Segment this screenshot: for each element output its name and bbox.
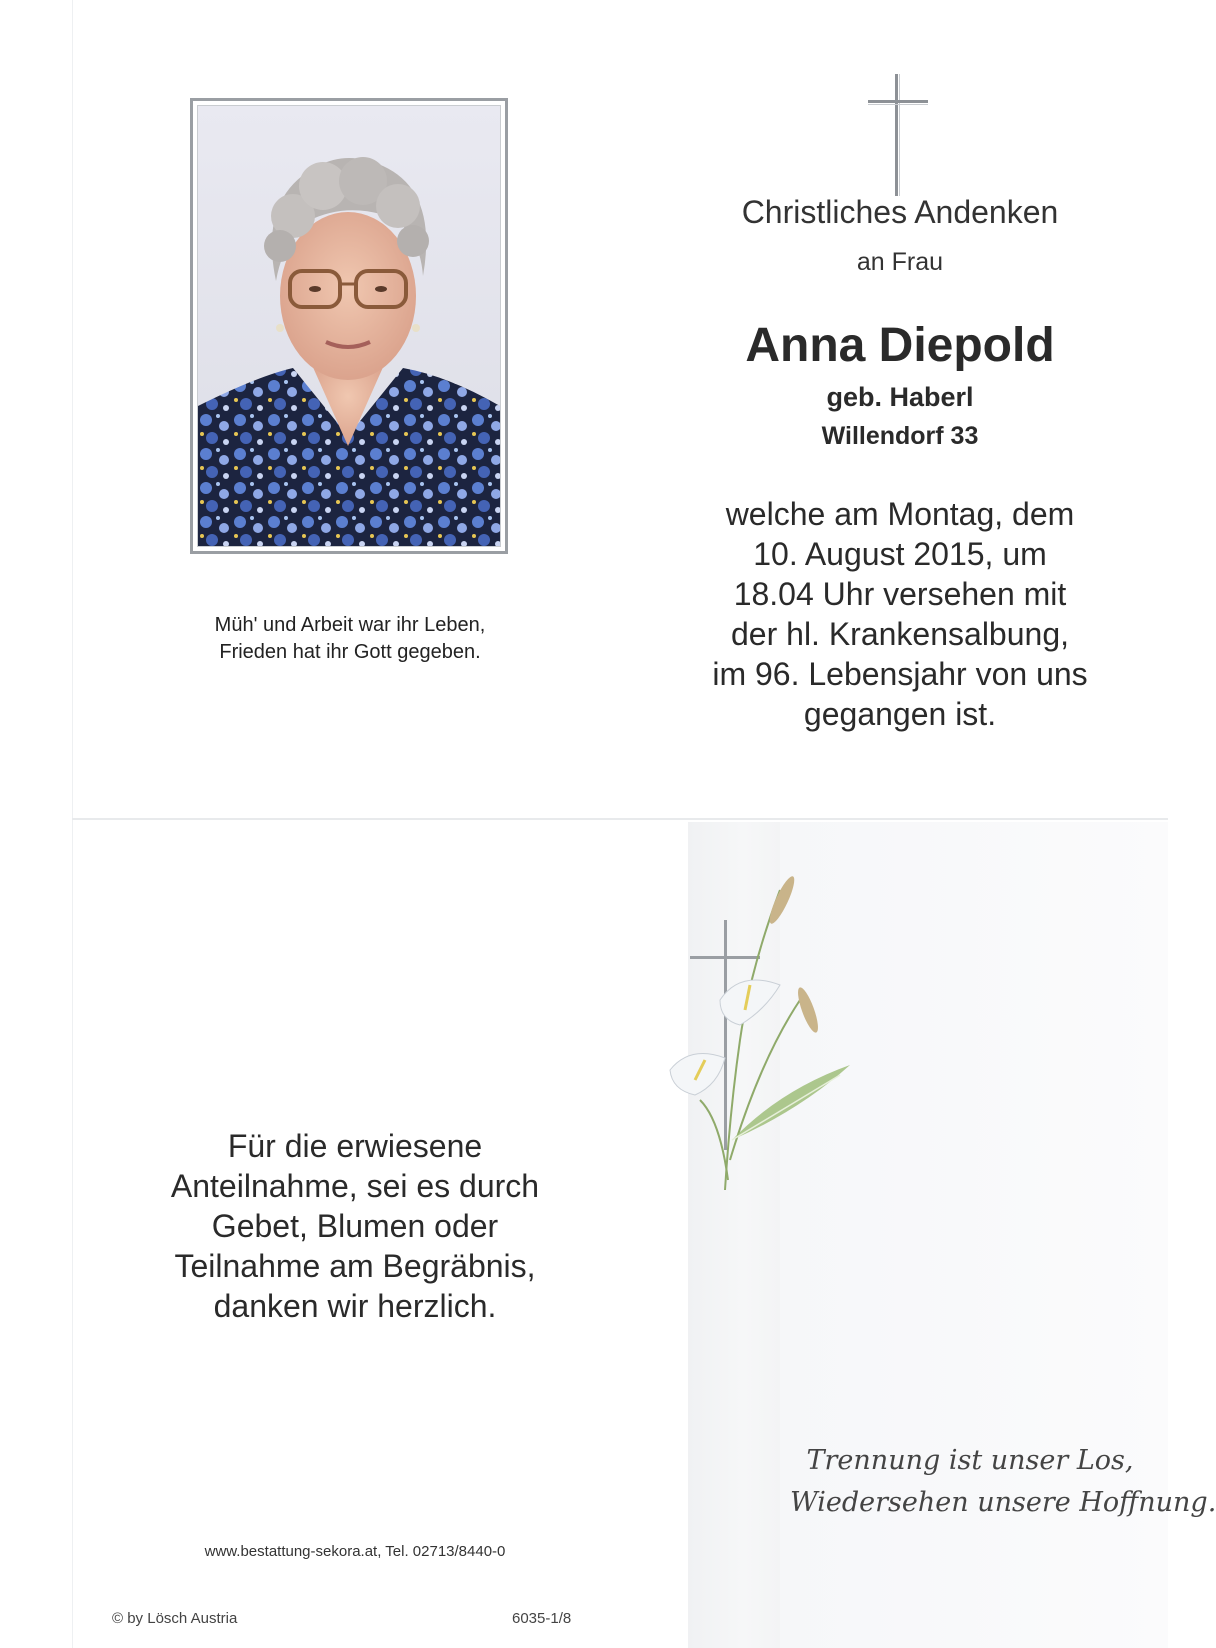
- salutation: an Frau: [856, 248, 944, 276]
- motto-line: Müh' und Arbeit war ihr Leben,: [214, 614, 486, 636]
- farewell-quote: [790, 1440, 1216, 1524]
- memorial-motto: [150, 612, 550, 666]
- portrait-photo: [197, 105, 501, 547]
- portrait-frame: [190, 98, 508, 554]
- portrait-illustration: [198, 106, 500, 546]
- quote-line: Wiedersehen unsere Hoffnung.: [790, 1487, 1216, 1518]
- funeral-home-contact: www.bestattung-sekora.at, Tel. 02713/8440-0: [204, 1543, 506, 1560]
- death-notice-line: welche am Montag, dem: [725, 496, 1075, 532]
- fold-line: [72, 818, 1168, 820]
- thanks-line: Anteilnahme, sei es durch: [170, 1168, 540, 1204]
- death-notice-line: 18.04 Uhr versehen mit: [733, 576, 1067, 612]
- calla-lily-cross-icon: [650, 860, 850, 1240]
- thanks-line: Teilnahme am Begräbnis,: [174, 1248, 536, 1284]
- death-notice-line: gegangen ist.: [803, 696, 997, 732]
- motto-line: Frieden hat ihr Gott gegeben.: [219, 641, 481, 663]
- thanks-message: [130, 1126, 580, 1326]
- cross-icon: [868, 74, 928, 196]
- card-edge: [72, 820, 73, 1648]
- death-notice-line: 10. August 2015, um: [753, 536, 1047, 572]
- article-number: 6035-1/8: [512, 1610, 572, 1627]
- thanks-line: Für die erwiesene: [227, 1128, 483, 1164]
- deceased-name: Anna Diepold: [745, 319, 1055, 372]
- death-notice: [670, 494, 1130, 734]
- birth-name: geb. Haberl: [826, 382, 974, 412]
- address: Willendorf 33: [821, 422, 979, 450]
- death-notice-line: der hl. Krankensalbung,: [731, 616, 1069, 652]
- copyright-notice: © by Lösch Austria: [112, 1610, 238, 1627]
- card-heading: Christliches Andenken: [741, 194, 1059, 230]
- card-edge: [72, 0, 73, 820]
- thanks-line: Gebet, Blumen oder: [211, 1208, 499, 1244]
- death-notice-line: im 96. Lebensjahr von uns: [712, 656, 1088, 692]
- quote-line: Trennung ist unser Los,: [806, 1445, 1134, 1476]
- thanks-line: danken wir herzlich.: [213, 1288, 497, 1324]
